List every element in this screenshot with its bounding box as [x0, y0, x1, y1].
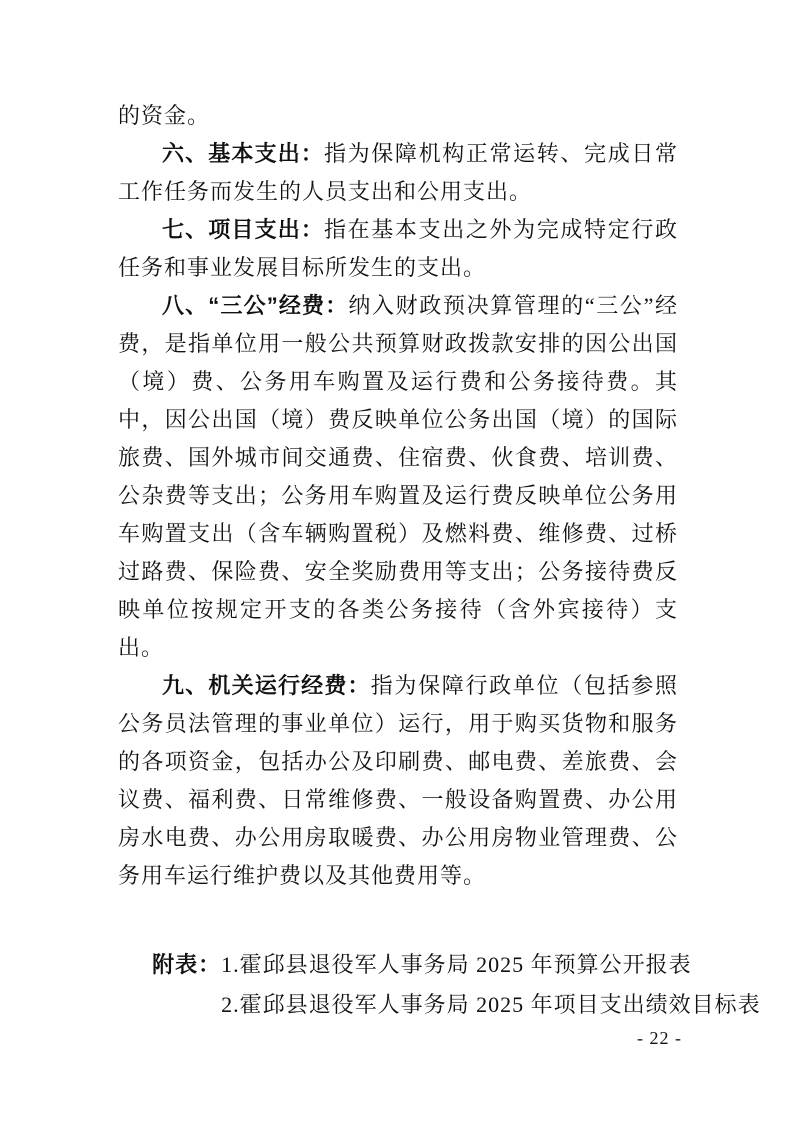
attachment-item-budget-report: 1.霍邱县退役军人事务局 2025 年预算公开报表: [221, 952, 692, 977]
page-number: - 22 -: [637, 1028, 682, 1048]
paragraph-agency-operating-funds: [118, 667, 678, 895]
paragraph-basic-expenditure: [118, 135, 678, 211]
attachments-block: [118, 945, 761, 1025]
term-definition: 指为保障行政单位（包括参照公务员法管理的事业单位）运行，用于购买货物和服务的各项资金，包括办公及印刷费、邮电费、差旅费、会议费、福利费、日常维修费、一般设备购置费、办公用房水电费、办公用房取暖费、办公用房物业管理费、公务用车运行维护费以及其他费用等。: [118, 673, 678, 888]
paragraph-text: 的资金。: [118, 103, 211, 128]
attachments-label: 附表：: [152, 952, 222, 977]
term-label: 六、基本支出：: [162, 141, 324, 166]
term-label: 八、“三公”经费：: [162, 293, 349, 318]
paragraph-project-expenditure: [118, 211, 678, 287]
term-label: 七、项目支出：: [162, 217, 324, 242]
term-definition: 纳入财政预决算管理的“三公”经费，是指单位用一般公共预算财政拨款安排的因公出国（境）费、公务用车购置及运行费和公务接待费。其中，因公出国（境）费反映单位公务出国（境）的国际旅费、国外城市间交通费、住宿费、伙食费、培训费、公杂费等支出；公务用车购置及运行费反映单位公务用车购置支出（含车辆购置税）及燃料费、维修费、过桥过路费、保险费、安全奖励费用等支出；公务接待费反映单位按规定开支的各类公务接待（含外宾接待）支出。: [118, 293, 678, 660]
term-label: 九、机关运行经费：: [162, 673, 371, 698]
paragraph-three-public-funds: [118, 287, 678, 667]
attachment-item-performance-target: 2.霍邱县退役军人事务局 2025 年项目支出绩效目标表: [221, 992, 761, 1017]
paragraph-continuation: [118, 97, 678, 135]
document-body: [118, 97, 761, 1025]
term-definition: 指在基本支出之外为完成特定行政任务和事业发展目标所发生的支出。: [118, 217, 678, 280]
term-definition: 指为保障机构正常运转、完成日常工作任务而发生的人员支出和公用支出。: [118, 141, 678, 204]
attachments-list: [221, 945, 761, 1025]
